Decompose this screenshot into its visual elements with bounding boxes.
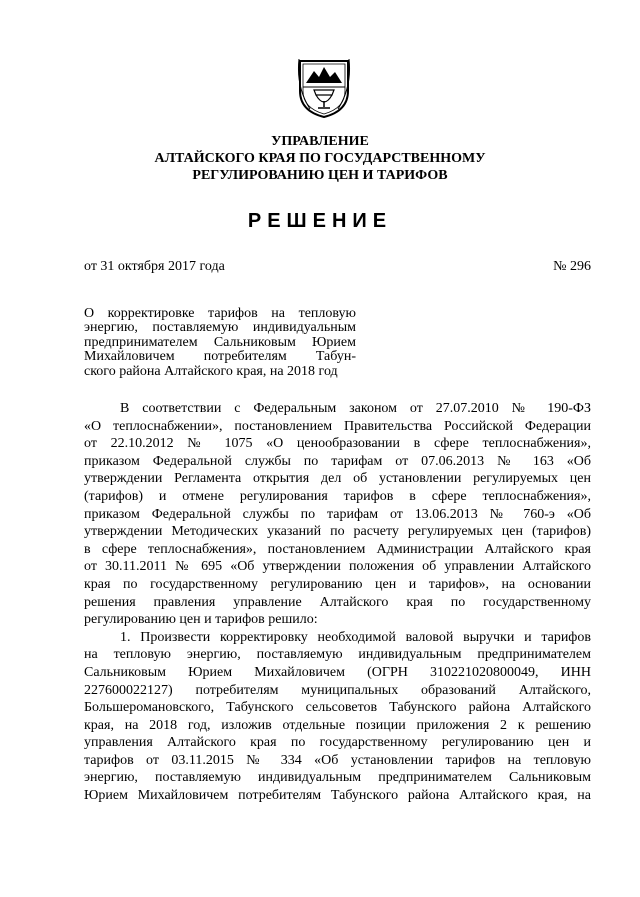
subject-line: ского района Алтайского края, на 2018 год <box>84 363 338 379</box>
body-line: управления Алтайского края по государственному регулированию цен и <box>84 735 591 751</box>
document-type-title: РЕШЕНИЕ <box>247 210 393 232</box>
body-line: тарифов от 03.11.2015 № 334 «Об установлении тарифов на тепловую <box>84 752 591 768</box>
body-line: утверждении Регламента открытия дел об установлении регулируемых цен <box>84 471 591 487</box>
date-number-line <box>84 259 591 275</box>
subject-line: О корректировке тарифов на тепловую <box>84 306 356 321</box>
issuer-line-1: УПРАВЛЕНИЕ <box>271 134 369 149</box>
body-line: утверждении Методических указаний по расчету регулируемых цен (тарифов) <box>84 524 591 540</box>
body-line: В соответствии с Федеральным законом от 27.07.2010 № 190-ФЗ <box>120 401 591 416</box>
body-line: энергию, поставляемую индивидуальным предпринимателем Сальниковым <box>84 770 591 786</box>
coat-of-arms-emblem <box>296 57 352 119</box>
body-line: Большеромановского, Табунского сельсоветов Табунского района Алтайского <box>84 700 591 716</box>
subject-line: предпринимателем Сальниковым Юрием <box>84 334 356 350</box>
body-line: Юрием Михайловичем потребителям Табунского района Алтайского края, на <box>84 788 591 804</box>
body-line: приказом Федеральной службы по тарифам от 07.06.2013 № 163 «Об <box>84 453 591 469</box>
subject-line: энергию, поставляемую индивидуальным <box>84 320 356 336</box>
body-line: «О теплоснабжении», постановлением Правительства Российской Федерации <box>84 418 591 434</box>
body-line: в сфере теплоснабжения», постановлением Администрации Алтайского края <box>84 541 591 557</box>
body-line: регулированию цен и тарифов решило: <box>84 612 318 628</box>
body-line: края, на 2018 год, изложив отдельные позиции приложения 2 к решению <box>84 717 591 733</box>
body-line: 1. Произвести корректировку необходимой валовой выручки и тарифов <box>120 629 591 645</box>
issuer-line-2: АЛТАЙСКОГО КРАЯ ПО ГОСУДАРСТВЕННОМУ <box>154 151 486 166</box>
body-line: приказом Федеральной службы по тарифам от 13.06.2013 № 760-э «Об <box>84 506 591 522</box>
subject-line: Михайловичем потребителям Табун- <box>84 349 356 365</box>
issuer-header <box>0 133 640 184</box>
body-line: (тарифов) и отмене регулирования тарифов в сфере теплоснабжения», <box>84 488 591 504</box>
body-line: 227600022127) потребителям муниципальных образований Алтайского, <box>84 682 591 698</box>
body-line: от 30.11.2011 № 695 «Об утверждении положения об управлении Алтайского <box>84 559 591 575</box>
issuer-line-3: РЕГУЛИРОВАНИЮ ЦЕН И ТАРИФОВ <box>192 168 448 183</box>
document-date: от 31 октября 2017 года <box>84 259 225 274</box>
body-line: решения правления управление Алтайского края по государственному <box>84 594 591 610</box>
document-number: № 296 <box>553 259 591 274</box>
body-line: от 22.10.2012 № 1075 «О ценообразовании в сфере теплоснабжения», <box>84 436 591 452</box>
body-line: Сальниковым Юрием Михайловичем (ОГРН 310221020800049, ИНН <box>84 664 591 680</box>
body-line: на тепловую энергию, поставляемую индивидуальным предпринимателем <box>84 647 591 663</box>
body-line: края по государственному регулированию цен и тарифов», на основании <box>84 576 591 592</box>
document-body <box>84 400 591 805</box>
document-subject <box>84 307 356 379</box>
